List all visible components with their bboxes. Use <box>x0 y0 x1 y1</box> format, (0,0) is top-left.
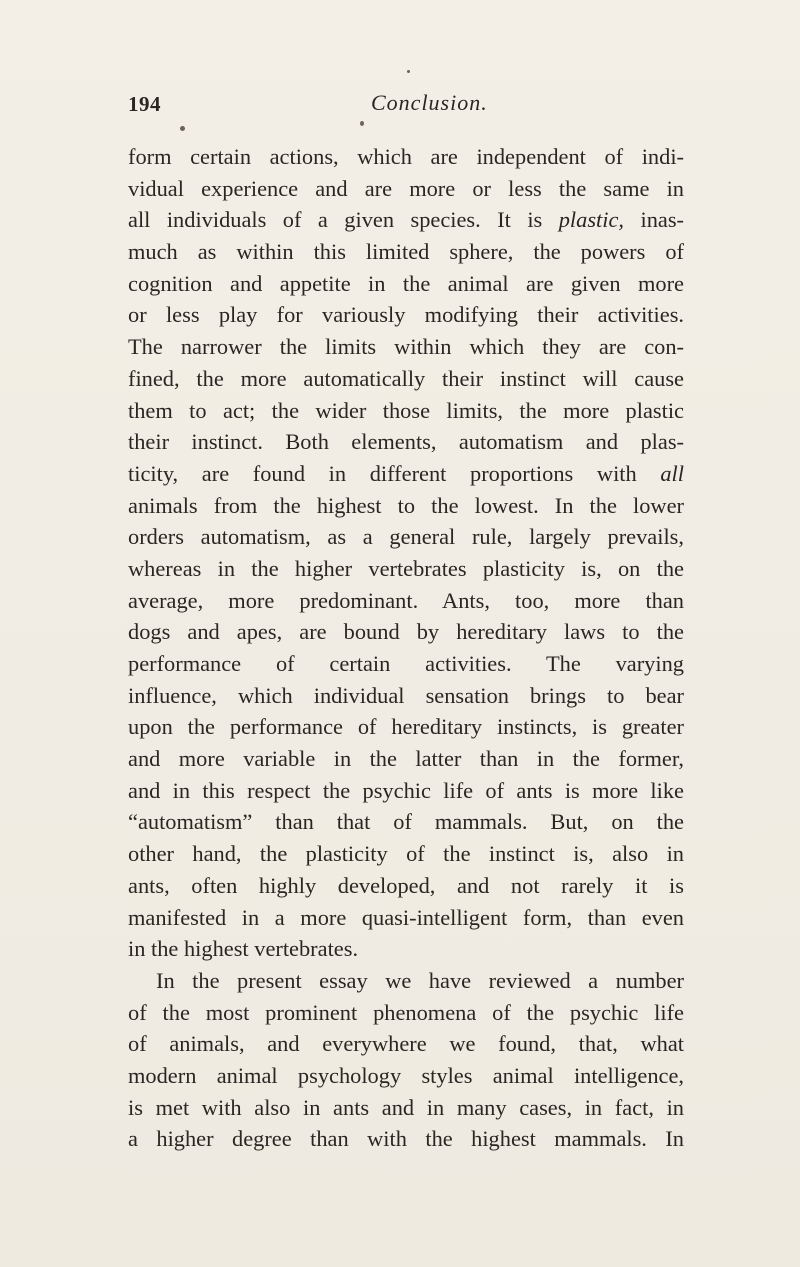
print-speck <box>407 70 410 73</box>
text-line: vidual experience and are more or less the same in <box>128 175 684 201</box>
text-line: orders automatism, as a general rule, largely prevails, <box>128 524 684 550</box>
text-line: performance of certain activities. The varying <box>128 651 684 676</box>
text-line: average, more predominant. Ants, too, more than <box>128 587 684 613</box>
text-line: much as within this limited sphere, the powers of <box>128 239 684 265</box>
text-line: whereas in the higher vertebrates plasticity is, on the <box>128 555 684 581</box>
text-line: and in this respect the psychic life of ants is more like <box>128 777 684 803</box>
text-line: a higher degree than with the highest mammals. In <box>128 1126 684 1152</box>
text-line: manifested in a more quasi-intelligent form, than even <box>128 904 684 930</box>
body-text <box>128 141 684 1155</box>
text-line: or less play for variously modifying their activities. <box>128 302 684 328</box>
text-line: their instinct. Both elements, automatism and plas- <box>128 429 684 455</box>
text-line: “automatism” than that of mammals. But, on the <box>128 809 684 835</box>
text-line: form certain actions, which are independent of indi- <box>128 144 684 169</box>
running-title: Conclusion. <box>371 90 488 115</box>
text-line: other hand, the plasticity of the instinct is, also in <box>128 841 684 867</box>
text-line: cognition and appetite in the animal are given more <box>128 270 684 296</box>
text-line: upon the performance of hereditary instincts, is greater <box>128 714 684 740</box>
text-line: modern animal psychology styles animal intelligence, <box>128 1062 684 1088</box>
running-head <box>128 92 688 122</box>
text-line: animals from the highest to the lowest. In the lower <box>128 492 684 518</box>
print-speck <box>180 126 185 131</box>
text-line: them to act; the wider those limits, the more plastic <box>128 397 684 423</box>
text-line: influence, which individual sensation brings to bear <box>128 682 684 708</box>
emphasis-all: all <box>636 460 684 486</box>
text-line: all individuals of a given species. It is plastic, inas- <box>128 207 685 233</box>
text-line: is met with also in ants and in many cases, in fact, in <box>128 1094 684 1120</box>
emphasis-plastic: plastic, <box>542 207 625 233</box>
print-speck <box>360 121 364 126</box>
text-line: of the most prominent phenomena of the psychic life <box>128 999 684 1025</box>
text-line: ticity, are found in different proportions with all <box>128 460 684 486</box>
text-line: dogs and apes, are bound by hereditary laws to the <box>128 619 684 645</box>
page-number: 194 <box>128 92 161 116</box>
text-line: and more variable in the latter than in the former, <box>128 746 684 772</box>
text-line: In the present essay we have reviewed a number <box>156 967 684 993</box>
text-line: The narrower the limits within which they are con- <box>128 334 684 360</box>
text-line: fined, the more automatically their instinct will cause <box>128 365 684 391</box>
text-line: in the highest vertebrates. <box>128 936 359 962</box>
text-line: ants, often highly developed, and not rarely it is <box>128 872 684 898</box>
text-line: of animals, and everywhere we found, that, what <box>128 1031 684 1057</box>
